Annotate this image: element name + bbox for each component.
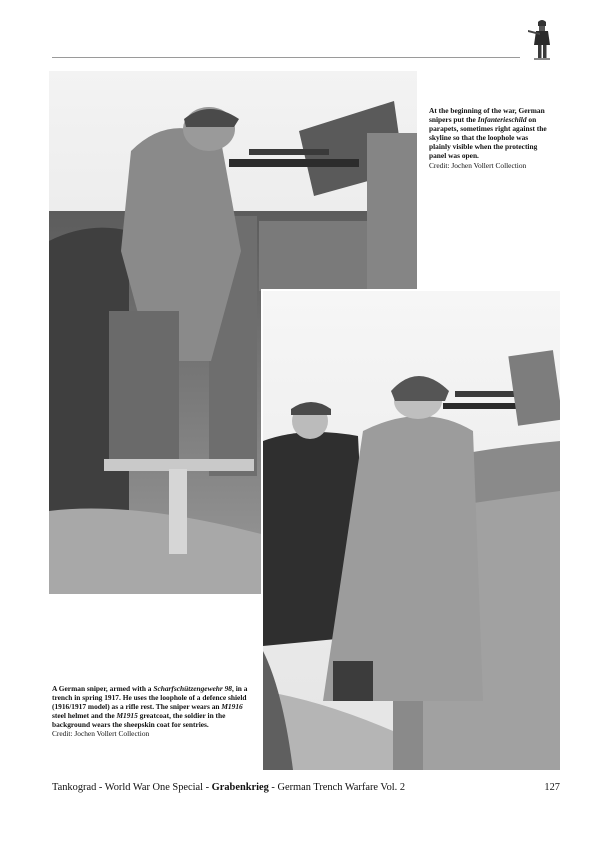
caption-text: A German sniper, armed with a Scharfschützengewehr 98, in a trench in spring 1917. He uses the loophole of a defence shield (1916/1917 model) as a rifle rest. The sniper wears an M1916 steel helmet and the M1915 greatcoat, the soldier in the background wears the sheepskin coat for sentries.	[52, 684, 248, 730]
header-rule	[52, 57, 520, 58]
soldier-silhouette-icon	[524, 16, 558, 62]
caption-credit: Credit: Jochen Vollert Collection	[52, 729, 150, 739]
caption-text: At the beginning of the war, German snipers put the Infanterieschild on parapets, sometimes right against the skyline so that the loophole was plainly visible when the protecting panel was open.	[429, 106, 547, 161]
caption-credit: Credit: Jochen Vollert Collection	[429, 160, 527, 170]
publication-line: Tankograd - World War One Special - Grabenkrieg - German Trench Warfare Vol. 2	[52, 782, 406, 793]
page-footer	[52, 782, 560, 796]
photo-caption-infanterieschild	[429, 106, 547, 170]
photo-sniper-defence-shield	[261, 289, 560, 770]
photo-caption-sniper	[52, 684, 257, 739]
page-number: 127	[544, 782, 560, 793]
